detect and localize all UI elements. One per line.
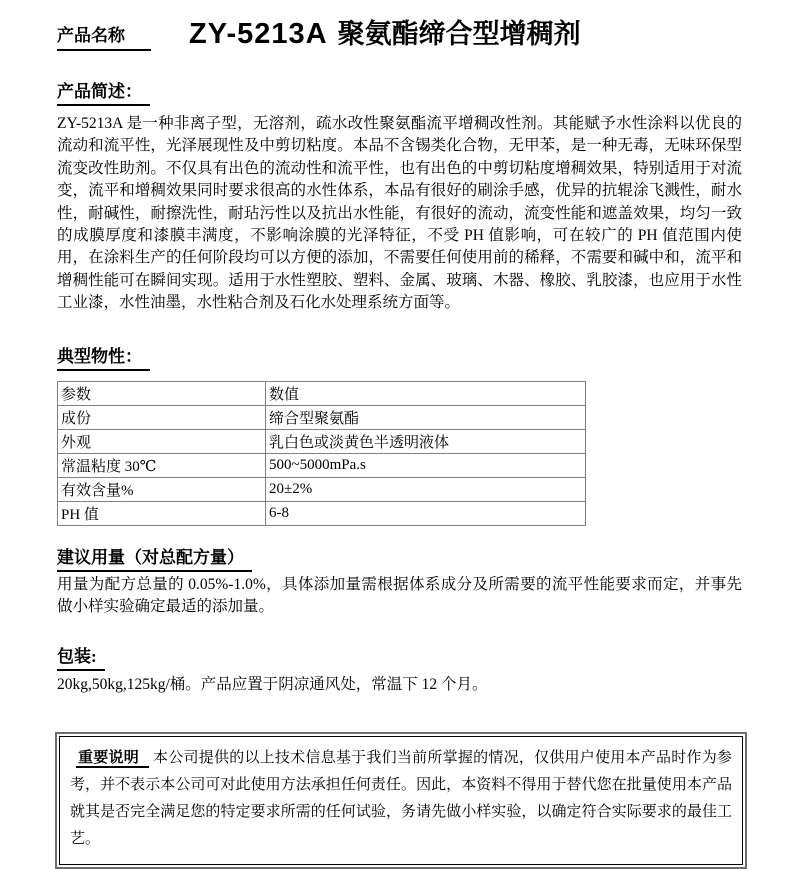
section-description [57,77,742,315]
page-title [189,12,581,51]
table-row [58,501,586,525]
product-code: ZY-5213A [189,18,328,50]
cell-param: 有效含量% [58,477,266,501]
dosage-paragraph: 用量为配方总量的 0.05%-1.0%，具体添加量需根据体系成分及所需要的流平性能要求而定，并事先做小样实验确定最适的添加量。 [57,575,742,616]
notice-label: 重要说明 [76,750,149,768]
table-row [58,405,586,429]
section-packaging [57,642,742,696]
packaging-heading: 包装: [57,642,105,671]
cell-value: 500~5000mPa.s [266,453,586,477]
notice-body: 本公司提供的以上技术信息基于我们当前所掌握的情况，仅供用户使用本产品时作为参考，并不表示本公司可对此使用方法承担任何责任。因此，本资料不得用于替代您在批量使用本产品就其是否完全满足您的特定要求所需的任何试验，务请先做小样实验，以确定符合实际要求的最佳工艺。 [70,750,732,848]
properties-table [57,381,586,526]
cell-param: 外观 [58,429,266,453]
cell-value: 6-8 [266,501,586,525]
important-notice-content [59,736,743,865]
product-name-label: 产品名称 [57,21,151,51]
header-cell-value: 数值 [266,381,586,405]
section-properties [57,342,742,526]
cell-value: 20±2% [266,477,586,501]
document-header [57,12,742,51]
table-row [58,429,586,453]
description-heading: 产品简述： [57,77,150,106]
description-paragraph: ZY-5213A 是一种非离子型，无溶剂，疏水改性聚氨酯流平增稠改性剂。其能赋予水性涂料以优良的流动和流平性，光泽展现性及中剪切粘度。本品不含锡类化合物，无甲苯，是一种无毒，无味环保型流变改性助剂。不仅具有出色的流动性和流平性，也有出色的中剪切粘度增稠效果，特别适用于对流变，流平和增稠效果同时要求很高的水性体系，本品有很好的刷涂手感，优异的抗辊涂飞溅性，耐水性，耐碱性，耐擦洗性，耐玷污性以及抗出水性能，有很好的流动，流变性能和遮盖效果，均匀一致的成膜厚度和漆膜丰满度，不影响涂膜的光泽特征，不受 PH 值影响，可在较广的 PH 值范围内使用，在涂料生产的任何阶段均可以方便的添加，不需要任何使用前的稀释，不需要和碱中和，流平和增稠性能可在瞬间实现。适用于水性塑胶、塑料、金属、玻璃、木器、橡胶、乳胶漆，也应用于水性工业漆，水性油墨，水性粘合剂及石化水处理系统方面等。 [57,115,742,312]
table-row [58,453,586,477]
section-dosage [57,543,742,619]
table-row [58,477,586,501]
cell-param: 成份 [58,405,266,429]
table-header-row [58,381,586,405]
important-notice-box [55,732,747,869]
packaging-paragraph: 20kg,50kg,125kg/桶。产品应置于阴凉通风处，常温下 12 个月。 [57,676,488,694]
dosage-heading: 建议用量（对总配方量） [57,543,252,572]
cell-value: 乳白色或淡黄色半透明液体 [266,429,586,453]
header-cell-param: 参数 [58,381,266,405]
cell-param: 常温粘度 30℃ [58,453,266,477]
cell-param: PH 值 [58,501,266,525]
cell-value: 缔合型聚氨酯 [266,405,586,429]
product-title-name: 聚氨酯缔合型增稠剂 [337,19,581,49]
properties-heading: 典型物性： [57,342,150,371]
